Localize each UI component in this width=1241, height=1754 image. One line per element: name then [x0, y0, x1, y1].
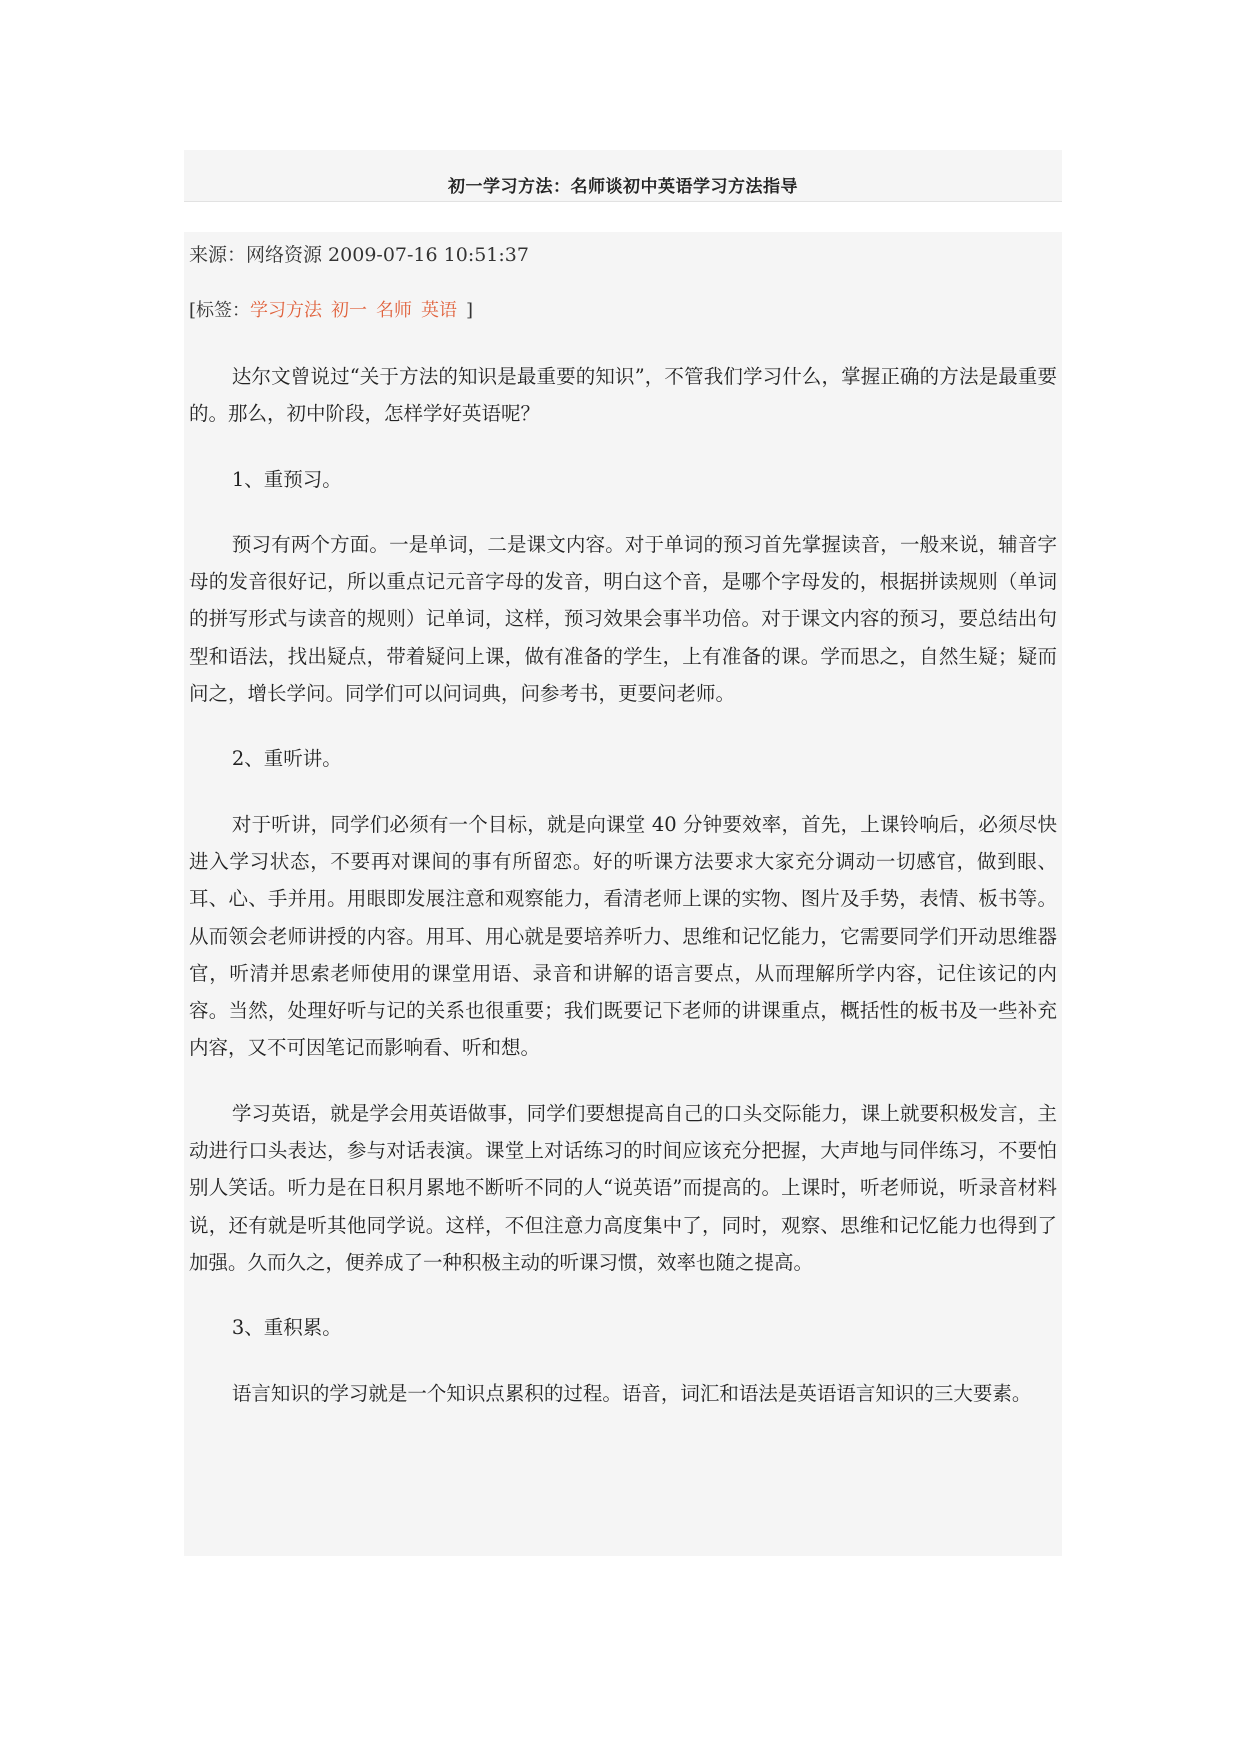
title-bar — [184, 150, 1062, 202]
tag-link-famous-teacher[interactable]: 名师 — [376, 300, 413, 321]
speaking-paragraph: 学习英语，就是学会用英语做事，同学们要想提高自己的口头交际能力，课上就要积极发言，主动进行口头表达，参与对话表演。课堂上对话练习的时间应该充分把握，大声地与同伴练习，不要怕别人笑话。听力是在日积月累地不断听不同的人“说英语”而提高的。上课时，听老师说，听录音材料说，还有就是听其他同学说。这样，不但注意力高度集中了，同时，观察、思维和记忆能力也得到了加强。久而久之，便养成了一种积极主动的听课习惯，效率也随之提高。 — [189, 1101, 1057, 1274]
tags-prefix: [标签： — [189, 300, 251, 321]
tag-link-grade-one[interactable]: 初一 — [331, 300, 368, 321]
article-title: 初一学习方法：名师谈初中英语学习方法指导 — [448, 177, 798, 197]
section-heading-listening: 2、重听讲。 — [231, 747, 342, 771]
source-value: 网络资源 2009-07-16 10:51:37 — [246, 244, 529, 266]
section-heading-accumulation: 3、重积累。 — [231, 1316, 342, 1340]
tags-line — [189, 298, 473, 324]
accumulation-paragraph: 语言知识的学习就是一个知识点累积的过程。语音，词汇和语法是英语语言知识的三大要素。 — [231, 1381, 1032, 1405]
section-heading-preview: 1、重预习。 — [231, 467, 342, 491]
source-label: 来源： — [189, 244, 247, 266]
article-content — [184, 232, 1062, 1556]
preview-paragraph: 预习有两个方面。一是单词，二是课文内容。对于单词的预习首先掌握读音，一般来说，辅音字母的发音很好记，所以重点记元音字母的发音，明白这个音，是哪个字母发的，根据拼读规则（单词的拼写形式与读音的规则）记单词，这样，预习效果会事半功倍。对于课文内容的预习，要总结出句型和语法，找出疑点，带着疑问上课，做有准备的学生，上有准备的课。学而思之，自然生疑；疑而问之，增长学问。同学们可以问词典，问参考书，更要问老师。 — [189, 532, 1057, 706]
source-line — [189, 242, 529, 268]
tag-link-study-method[interactable]: 学习方法 — [250, 300, 323, 321]
intro-paragraph: 达尔文曾说过“关于方法的知识是最重要的知识”，不管我们学习什么，掌握正确的方法是最重要的。那么，初中阶段，怎样学好英语呢？ — [189, 365, 1057, 426]
tags-suffix: ] — [466, 300, 474, 321]
listening-paragraph: 对于听讲，同学们必须有一个目标，就是向课堂 40 分钟要效率，首先，上课铃响后，必须尽快进入学习状态，不要再对课间的事有所留恋。好的听课方法要求大家充分调动一切感官，做到眼、耳、心、手并用。用眼即发展注意和观察能力，看清老师上课的实物、图片及手势，表情、板书等。从而领会老师讲授的内容。用耳、用心就是要培养听力、思维和记忆能力，它需要同学们开动思维器官，听清并思索老师使用的课堂用语、录音和讲解的语言要点，从而理解所学内容，记住该记的内容。当然，处理好听与记的关系也很重要；我们既要记下老师的讲课重点，概括性的板书及一些补充内容，又不可因笔记而影响看、听和想。 — [189, 812, 1057, 1060]
article-body — [189, 358, 1057, 1440]
tag-link-english[interactable]: 英语 — [421, 300, 458, 321]
